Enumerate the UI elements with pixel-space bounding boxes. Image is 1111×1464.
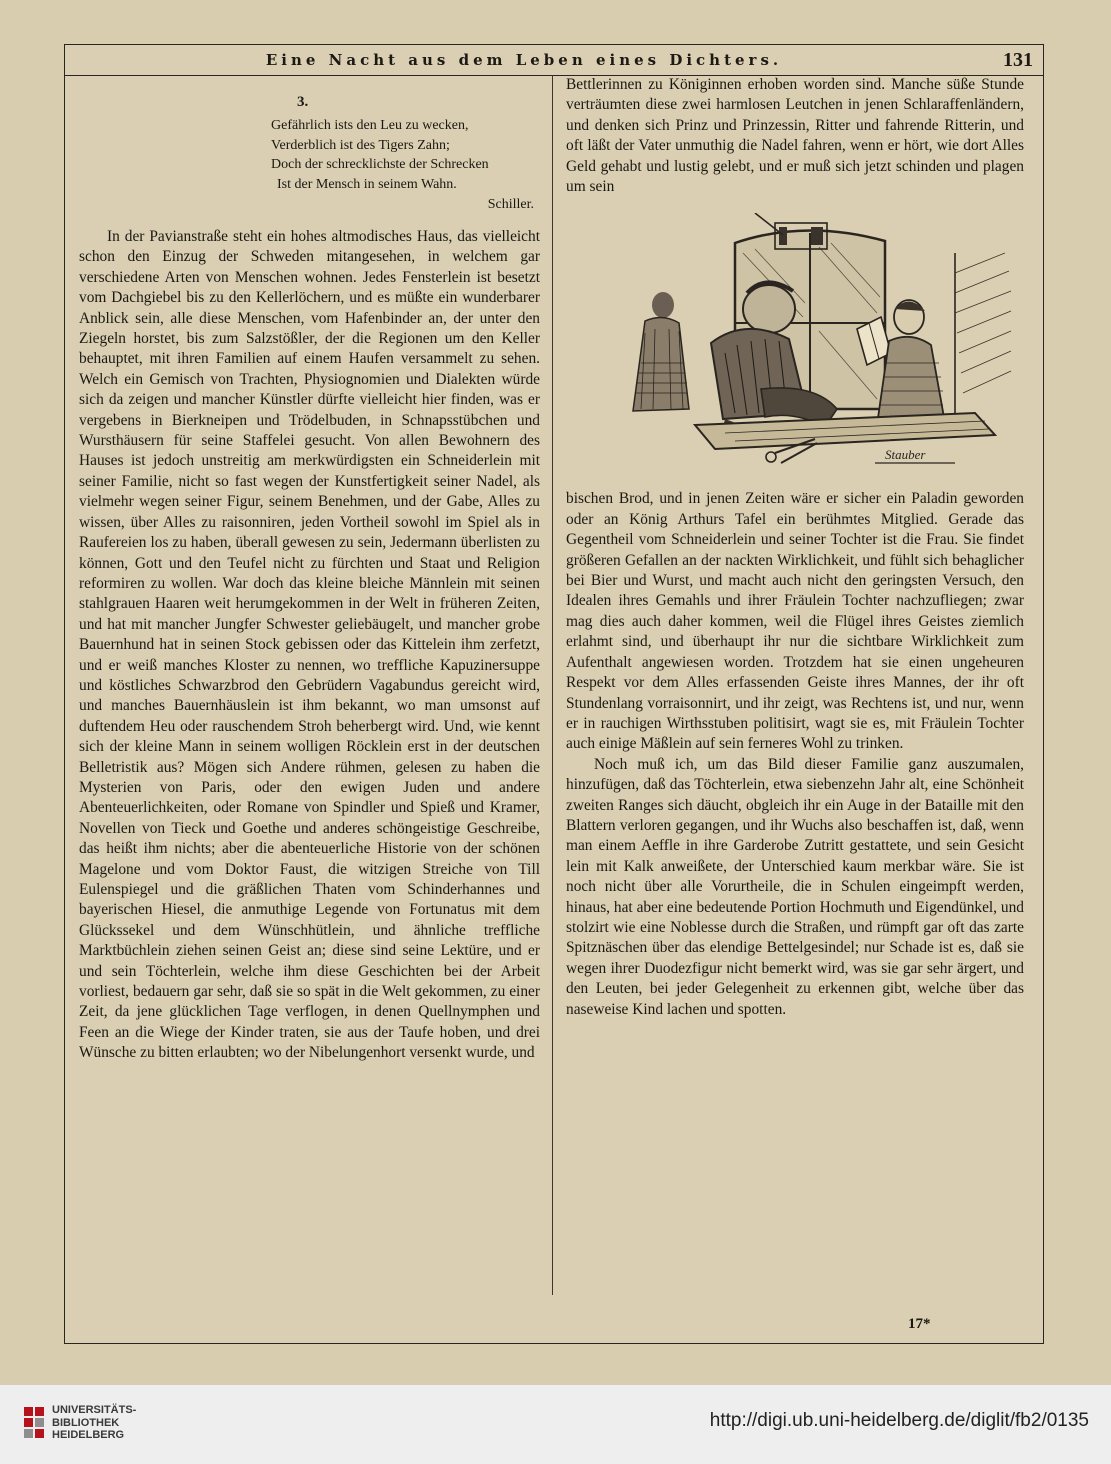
viewer-footer (0, 1385, 1111, 1464)
epigraph-author: Schiller. (487, 197, 534, 212)
body-paragraph: bischen Brod, und in jenen Zeiten wäre er sicher ein Paladin geworden oder an König Arthurs Tafel ein berühmtes Mitglied. Gerade das Gegentheil vom Schneiderlein und seiner Tochter ist die Frau. Sie findet größeren Gefallen an der nackten Wirklichkeit, und fühlt sich behaglicher bei Bier und Wurst, und macht auch nicht den geringsten Versuch, den Idealen ihres Gemahls und ihrer Fräulein Tochter nachzufliegen; zwar mag dies auch daher kommen, weil die Flügel ihres Geistes ziemlich erlahmt sind, und überhaupt ihr nur die sichtbare Wirklichkeit zum Aufenthalt angewiesen worden. Trotzdem hat sie einen ungeheuren Respekt vor dem Alles erfassenden Geiste ihres Mannes, der ihr oft Stundenlang vorraisonnirt, und ihr zeigt, was Rechtens ist, und nur, wenn er in rauchigen Wirthsstuben politisirt, wagt sie es, mit Fräulein Tochter auch einige Mäßlein auf sein ferneres Wohl zu trinken. (566, 490, 1024, 753)
poem-line: Verderblich ist des Tigers Zahn; (271, 137, 450, 153)
right-column (566, 75, 1024, 1331)
poem-line: Gefährlich ists den Leu zu wecken, (271, 118, 469, 133)
body-paragraph: In der Pavianstraße steht ein hohes altmodisches Haus, das vielleicht schon den Einzug der Schweden mitangesehen, in welchem gar verschiedene Arten von Menschen wohnen. Jedes Fensterlein ist besetzt vom Dachgiebel bis zu den Kellerlöchern, und es müßte ein wunderbarer Anblick sein, alle diese Menschen, vom Hafenbinder an, der unter den Ziegeln horstet, bis zum Salzstößler, der die Regionen um den Keller behauptet, mit ihren Familien auf einem Haufen versammelt zu sehen. Welch ein Gemisch von Trachten, Physiognomien und Dialekten würde sich da zeigen und mancher Künstler dürfte vielleicht hier finden, was er vergebens in Bierkneipen und Trödelbuden, in Schnapsstübchen und Wursthäusern für seine Staffelei gesucht. Von allen Bewohnern des Hauses ist jedoch unstreitig am merkwürdigsten ein Schneiderlein mit seiner Familie, nicht so fast wegen der Kunstfertigkeit seiner Nadel, als vielmehr wegen seiner Figur, seinem Benehmen, und der Gabe, Alles zu wissen, über Alles zu raisonniren, jeden Vortheil sowohl im Spiel als in Raufereien los zu haben, überall gewesen zu sein, Jedermann überlisten zu können, Gott und den Teufel nicht zu fürchten und Staat und Religion reformiren zu wollen. War doch das kleine bleiche Männlein mit seinen stahlgrauen Haaren weit herumgekommen in der Welt in früheren Zeiten, und hat mit mancher Jungfer Schwester geliebäugelt, und mancher grobe Bauernhund hat in seinen Stock gebissen oder das Kittelein ihm zerfetzt, und er weiß manches Kloster zu nennen, wo treffliche Kapuzinersuppe und köstliches Schwarzbrod den Gebrüdern Vagabundus gereicht wird, und manches Bauernhäuslein ist ihm bekannt, wo man umsonst auf duftendem Heu oder rauschendem Stroh beherbergt wird. Und, wie kennt sich der kleine Mann in seinem wolligen Röcklein erst in der deutschen Belletristik aus? Mögen sich Andere rühmen, gelesen zu haben die Mysterien von Paris, oder den ewigen Juden und andere Abenteuerlichkeiten, oder Romane von Spindler und Spieß und Kramer, Novellen von Tieck und Goethe und anderes schöngeistige Geschreibe, das heißt ihm nichts; aber die abenteuerliche Historie von der schönen Magelone und vom Doktor Faust, die witzigen Streiche von Till Eulenspiegel und die gräßlichen Thaten vom Schinderhannes und bayerischen Hiesel, die anmuthige Legende von Fortunatus mit dem Glückssekel und dem Wünschhütlein, und ähnliche treffliche Marktbüchlein ziehen seinen Geist an; diese sind seine Lektüre, und er und sein Töchterlein, welche ihm diese Geschichten bei der Arbeit vorliest, bedauern gar sehr, daß sie so spät in die Welt gekommen, zu einer Zeit, da jene glücklichen Tage verflogen, in denen Quellnymphen und Feen an die Wiege der Kinder traten, sie aus der Taufe hoben, und drei Wünsche zu bitten erlaubten; wo der Nibelungenhort versenkt wurde, und (79, 228, 540, 1062)
institution-line: UNIVERSITÄTS- (52, 1404, 137, 1416)
page-number: 131 (1003, 49, 1033, 71)
poem-line: Doch der schrecklichste der Schrecken (271, 157, 489, 172)
institution-name (52, 1404, 136, 1442)
permalink-url[interactable]: http://digi.ub.uni-heidelberg.de/diglit/fb2/0135 (709, 1410, 1089, 1431)
sheet-signature: 17* (908, 1316, 931, 1332)
university-logo-icon (24, 1407, 46, 1441)
left-column (79, 75, 540, 1331)
column-divider (552, 75, 553, 1295)
tailor-and-daughter-illustration (575, 213, 1015, 477)
body-paragraph: Bettlerinnen zu Königinnen erhoben worden sind. Manche süße Stunde verträumten diese zwei harmlosen Leutchen in jenen Schlaraffenländern, und denken sich Prinz und Prinzessin, Ritter und fahrende Ritterin, und oft läßt der Vater unmuthig die Nadel fahren, wenn er hört, wie dort Alles Geld gehabt und lustig gelebt, und er muß sich jetzt schinden und plagen um sein (566, 76, 1024, 196)
institution-line: BIBLIOTHEK (52, 1416, 120, 1429)
body-paragraph: Noch muß ich, um das Bild dieser Familie ganz auszumalen, hinzufügen, daß das Töchterlein, etwa siebenzehn Jahr alt, eine Schönheit zweiten Ranges sich däucht, obgleich ihr ein Auge in der Bataille mit den Blattern verloren gegangen, und ihr Wuchs also beschaffen ist, daß, wenn man einem Aeffle in ihre Garderobe Zutritt gestattete, und sein Gesicht lein mit Kalk anweißete, der Unterschied kaum merkbar wäre. Sie ist noch nicht über alle Vorurtheile, die in Schulen eingeimpft werden, hinaus, hat aber eine bedeutende Portion Hochmuth und Eigendünkel, und stolzirt wie eine Noblesse durch die Straßen, und rümpft gar oft das zarte Spitznäschen über das elendige Bettelgesindel; nur Schade ist es, daß sie wegen ihrer Duodezfigur nicht bemerkt wird, was sie gar sehr ärgert, und den Leuten, bei jeder Gelegenheit zu erkennen gibt, welche über das naseweise Kind lachen und spotten. (566, 755, 1024, 1018)
illustrator-signature: Stauber (885, 447, 926, 463)
running-header (65, 45, 1043, 76)
chapter-number: 3. (297, 94, 309, 110)
running-title: Eine Nacht aus dem Leben eines Dichters. (265, 51, 783, 69)
poem-line: Ist der Mensch in seinem Wahn. (277, 176, 457, 192)
institution-line: HEIDELBERG (52, 1429, 125, 1441)
epigraph-poem (269, 116, 540, 194)
page-frame (64, 44, 1044, 1344)
